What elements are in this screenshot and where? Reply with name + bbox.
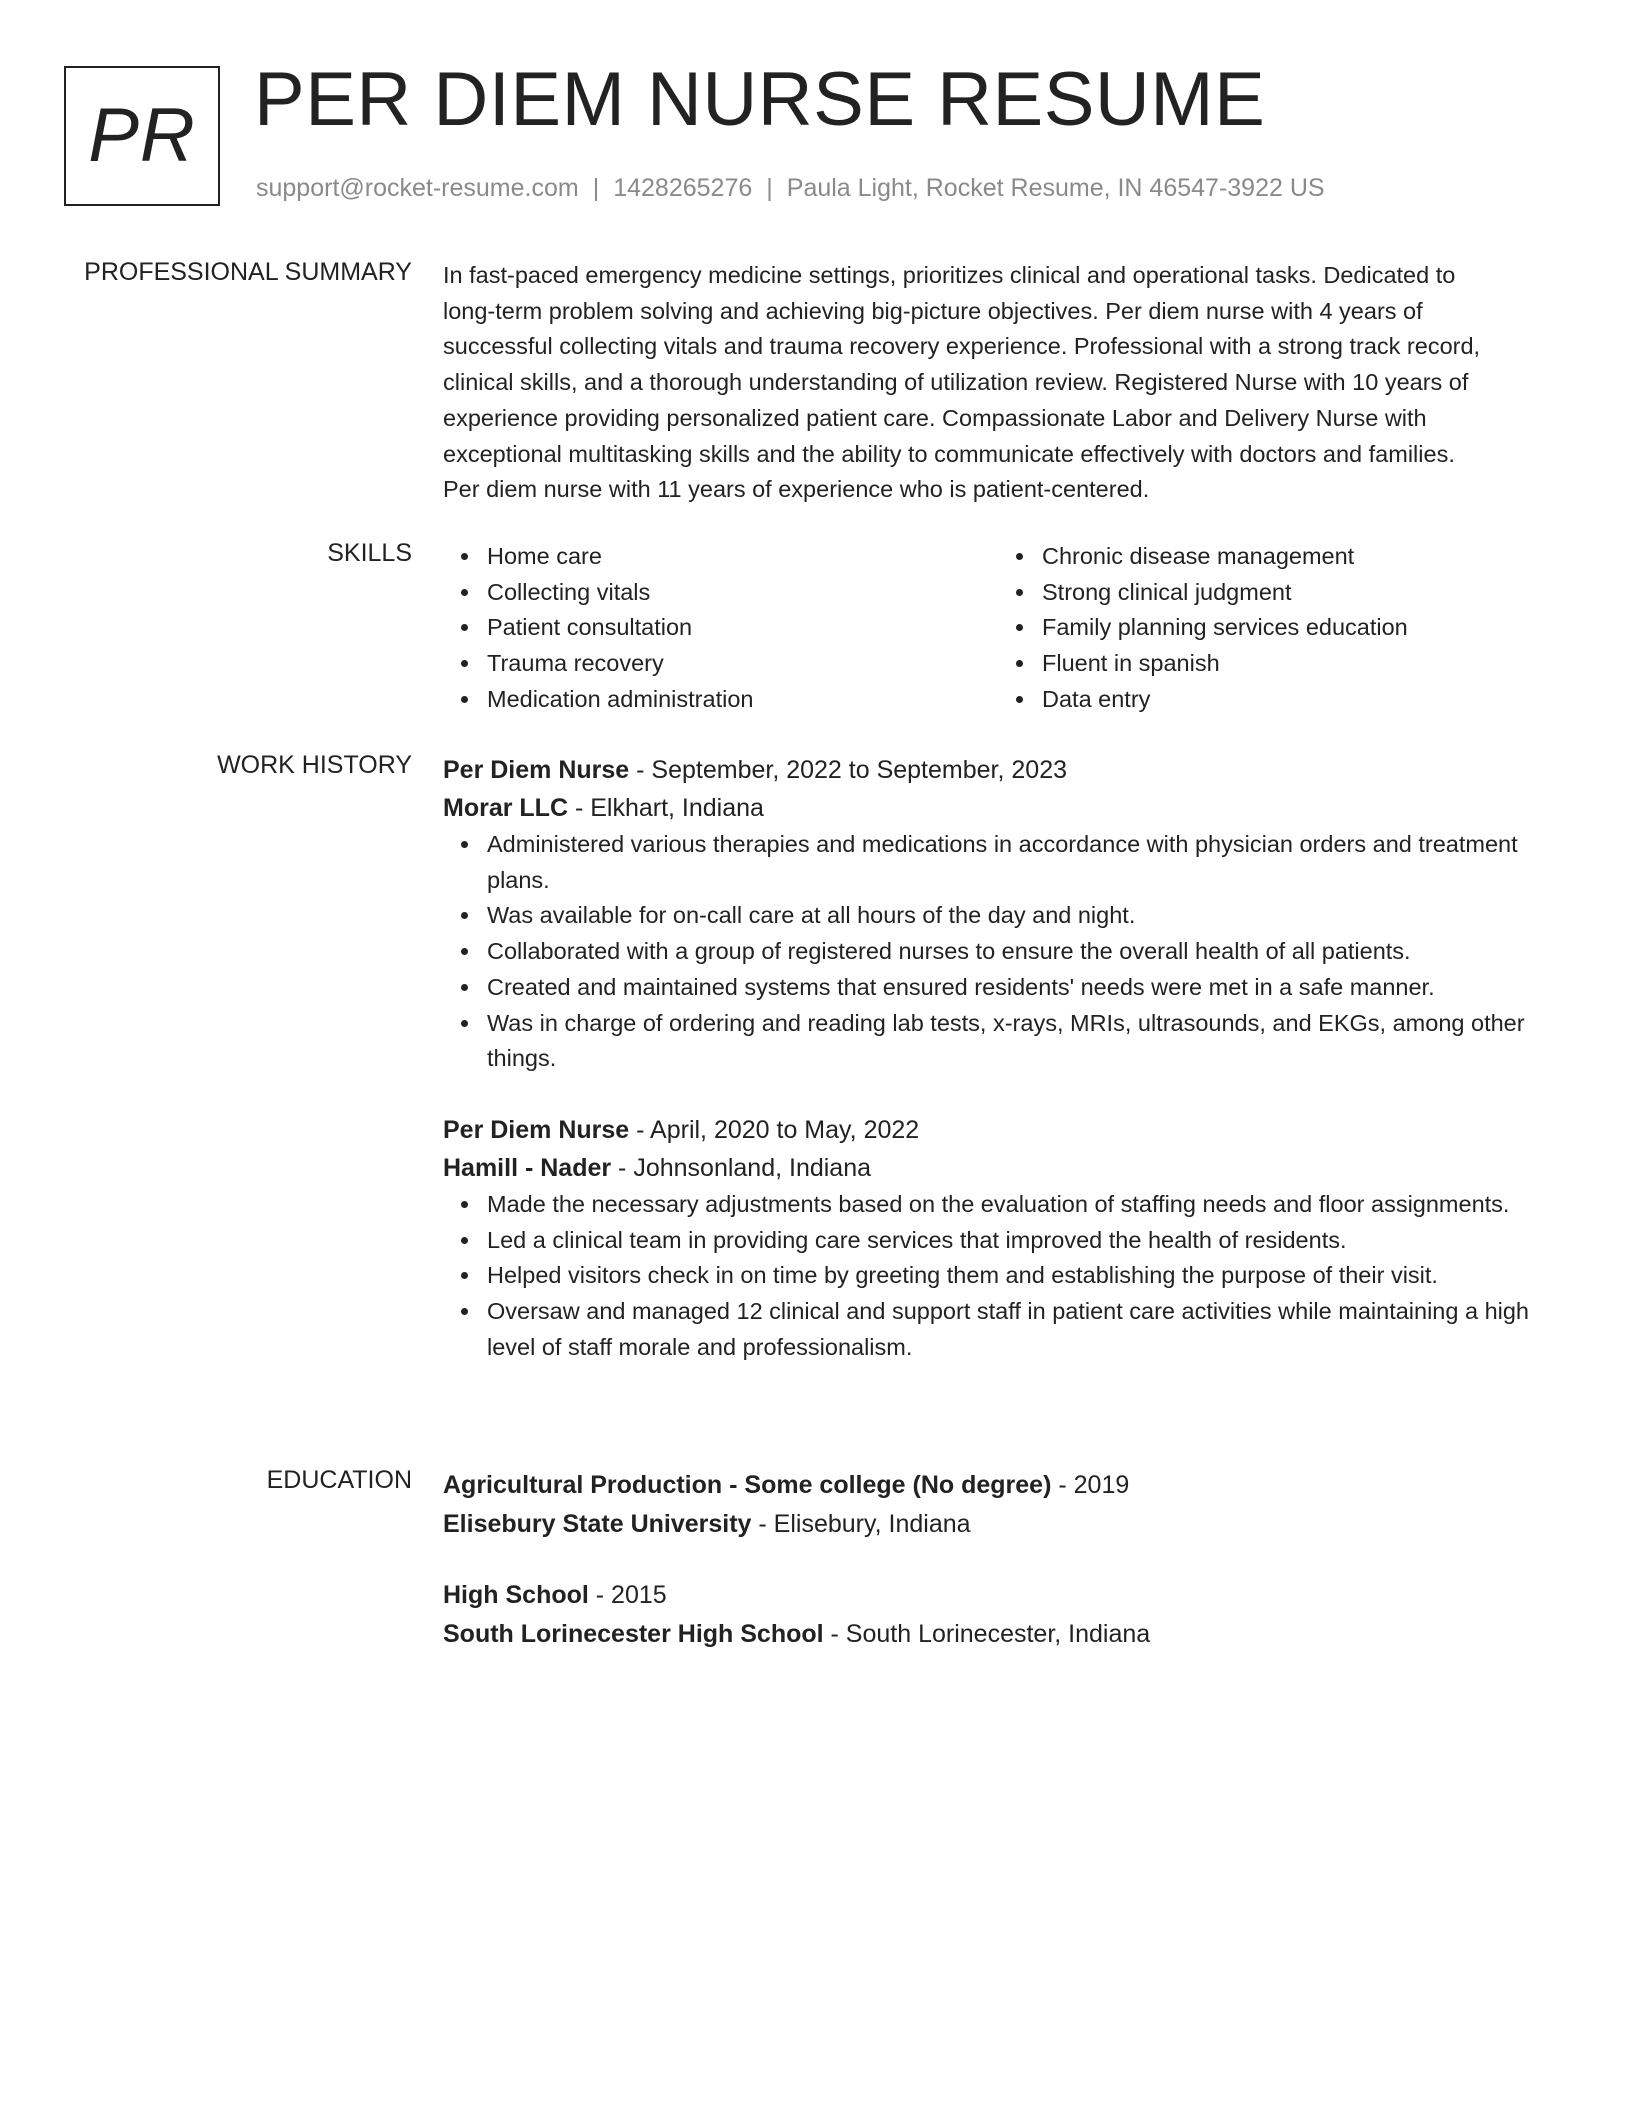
job-company-line bbox=[443, 789, 1553, 827]
summary-line: experience providing personalized patient care. Compassionate Labor and Delivery Nurse with bbox=[443, 404, 1427, 431]
job-duty: Collaborated with a group of registered nurses to ensure the overall health of all patients. bbox=[487, 934, 1553, 970]
skill-item: Data entry bbox=[1042, 682, 1553, 718]
education-degree-line bbox=[443, 1576, 1553, 1615]
job-duties bbox=[443, 827, 1553, 1077]
summary-line: Per diem nurse with 11 years of experience who is patient-centered. bbox=[443, 476, 1150, 503]
job-title-line bbox=[443, 1111, 1553, 1149]
job-duty: Led a clinical team in providing care services that improved the health of residents. bbox=[487, 1223, 1553, 1259]
education-school: Elisebury State University bbox=[443, 1510, 752, 1538]
education-year: - 2019 bbox=[1051, 1471, 1130, 1499]
job-location: - Elkhart, Indiana bbox=[568, 794, 764, 822]
education-location: - Elisebury, Indiana bbox=[751, 1510, 971, 1538]
skill-item: Collecting vitals bbox=[487, 575, 998, 611]
summary-heading: PROFESSIONAL SUMMARY bbox=[84, 258, 412, 286]
job-title: Per Diem Nurse bbox=[443, 756, 630, 784]
job-duty: Helped visitors check in on time by greeting them and establishing the purpose of their visit. bbox=[487, 1258, 1553, 1294]
skills-column-left bbox=[443, 539, 998, 718]
summary-line: successful collecting vitals and trauma recovery experience. Professional with a strong track record, bbox=[443, 333, 1481, 360]
job-duty: Created and maintained systems that ensured residents' needs were met in a safe manner. bbox=[487, 970, 1553, 1006]
contact-line bbox=[256, 174, 1325, 203]
monogram-box bbox=[64, 66, 220, 206]
job-company: Hamill - Nader bbox=[443, 1153, 612, 1182]
job-duty: Oversaw and managed 12 clinical and support staff in patient care activities while maintaining a high level of staff morale and professionalism. bbox=[487, 1294, 1553, 1365]
job-entry bbox=[443, 751, 1553, 1077]
resume-title: PER DIEM NURSE RESUME bbox=[254, 57, 1266, 142]
job-company: Morar LLC bbox=[443, 794, 568, 822]
skills-column-right bbox=[998, 539, 1553, 718]
skill-item: Medication administration bbox=[487, 682, 998, 718]
skill-item: Patient consultation bbox=[487, 610, 998, 646]
job-duty: Administered various therapies and medications in accordance with physician orders and treatment plans. bbox=[487, 827, 1553, 898]
job-company-line bbox=[443, 1149, 1553, 1187]
job-duty: Was available for on-call care at all hours of the day and night. bbox=[487, 898, 1553, 934]
job-title-line bbox=[443, 751, 1553, 789]
job-duties bbox=[443, 1187, 1553, 1366]
contact-separator: | bbox=[766, 174, 773, 202]
education-school: South Lorinecester High School bbox=[443, 1620, 824, 1648]
education-school-line bbox=[443, 1615, 1553, 1654]
education-entry bbox=[443, 1466, 1553, 1544]
skill-item: Chronic disease management bbox=[1042, 539, 1553, 575]
education-year: - 2015 bbox=[588, 1581, 667, 1609]
skills-list bbox=[443, 539, 1553, 718]
job-dates: - September, 2022 to September, 2023 bbox=[629, 756, 1067, 784]
work-history-heading: WORK HISTORY bbox=[217, 751, 412, 779]
education-location: - South Lorinecester, Indiana bbox=[823, 1620, 1151, 1648]
work-history-body bbox=[443, 751, 1553, 1365]
contact-email[interactable]: support@rocket-resume.com bbox=[256, 174, 579, 202]
job-title: Per Diem Nurse bbox=[443, 1115, 630, 1144]
skill-item: Trauma recovery bbox=[487, 646, 998, 682]
education-degree-line bbox=[443, 1466, 1553, 1505]
skill-item: Strong clinical judgment bbox=[1042, 575, 1553, 611]
job-entry bbox=[443, 1111, 1553, 1366]
job-dates: - April, 2020 to May, 2022 bbox=[629, 1115, 920, 1144]
summary-text bbox=[443, 258, 1553, 508]
contact-address: Paula Light, Rocket Resume, IN 46547-3922 US bbox=[786, 174, 1325, 202]
job-duty: Was in charge of ordering and reading lab tests, x-rays, MRIs, ultrasounds, and EKGs, among other things. bbox=[487, 1006, 1553, 1077]
summary-line: exceptional multitasking skills and the ability to communicate effectively with doctors and families. bbox=[443, 440, 1455, 467]
summary-line: long-term problem solving and achieving big-picture objectives. Per diem nurse with 4 years of bbox=[443, 297, 1423, 324]
education-body bbox=[443, 1466, 1553, 1654]
summary-line: In fast-paced emergency medicine settings, prioritizes clinical and operational tasks. Dedicated to bbox=[443, 262, 1456, 288]
job-location: - Johnsonland, Indiana bbox=[611, 1153, 872, 1182]
summary-line: clinical skills, and a thorough understanding of utilization review. Registered Nurse with 10 years of bbox=[443, 369, 1469, 396]
skill-item: Home care bbox=[487, 539, 998, 575]
contact-separator: | bbox=[592, 174, 600, 202]
education-entry bbox=[443, 1576, 1553, 1654]
contact-phone[interactable]: 1428265276 bbox=[613, 174, 753, 202]
education-degree: High School bbox=[443, 1581, 589, 1609]
education-degree: Agricultural Production - Some college (No degree) bbox=[443, 1471, 1052, 1499]
skill-item: Family planning services education bbox=[1042, 610, 1553, 646]
skills-heading: SKILLS bbox=[327, 539, 412, 567]
education-heading: EDUCATION bbox=[266, 1466, 412, 1494]
education-school-line bbox=[443, 1505, 1553, 1544]
skill-item: Fluent in spanish bbox=[1042, 646, 1553, 682]
job-duty: Made the necessary adjustments based on the evaluation of staffing needs and floor assignments. bbox=[487, 1187, 1553, 1223]
monogram-initials: PR bbox=[88, 93, 196, 178]
